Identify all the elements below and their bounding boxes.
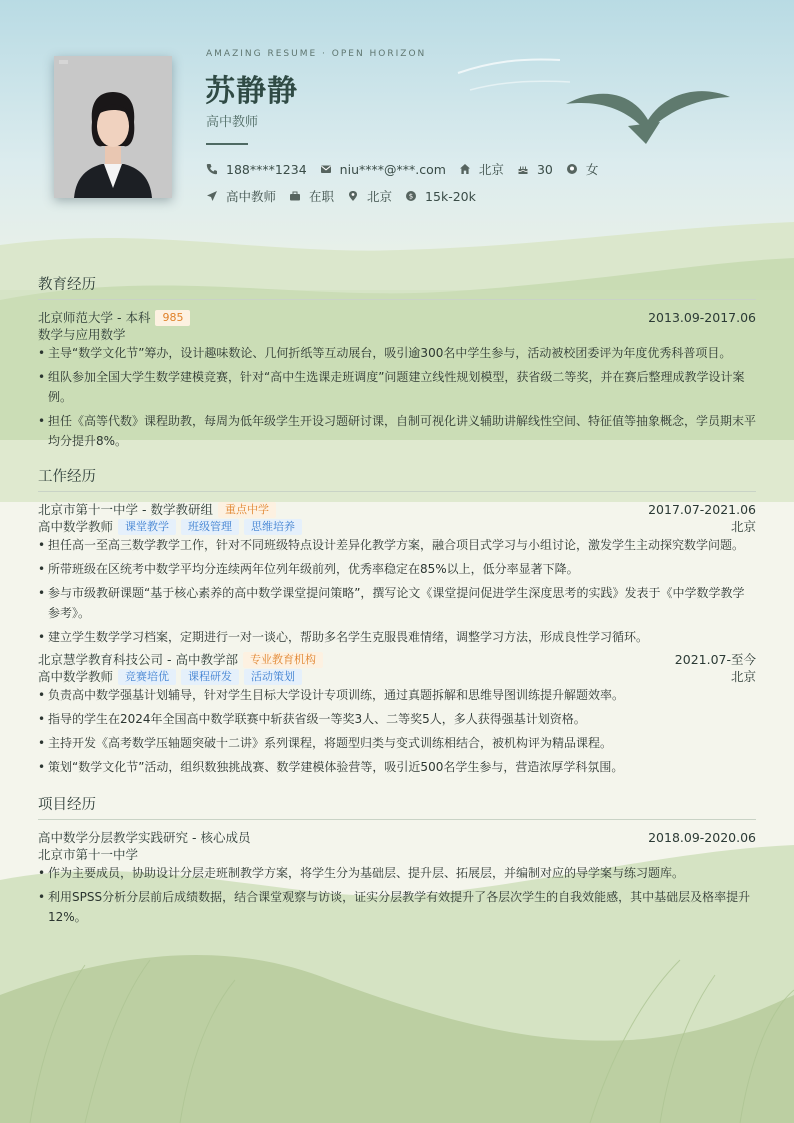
organization-name: 北京慧学教育科技公司 - 高中教学部: [38, 652, 238, 667]
skill-tag: 课堂教学: [118, 519, 176, 535]
list-item: • 作为主要成员，协助设计分层走班制教学方案，将学生分为基础层、提升层、拓展层，并编制对应的导学案与练习题库。: [38, 863, 756, 883]
list-item: • 担任高一至高三数学教学工作，针对不同班级特点设计差异化教学方案，融合项目式学习与小组讨论，激发学生主动探究数学问题。: [38, 535, 756, 555]
candidate-name: 苏静静: [205, 74, 298, 109]
list-item: • 负责高中数学强基计划辅导，针对学生目标大学设计专项训练，通过真题拆解和思维导图训练提升解题效率。: [38, 685, 756, 705]
job-entry-header: [38, 651, 756, 668]
job-role: 高中数学教师: [38, 669, 114, 684]
skill-tag: 思维培养: [244, 519, 302, 535]
job-date: 2017.07-2021.06: [648, 502, 756, 517]
education-date: 2013.09-2017.06: [648, 310, 756, 325]
project-name: 高中数学分层教学实践研究 - 核心成员: [38, 830, 251, 845]
job-city: 北京: [730, 519, 756, 534]
city-info: 北京: [459, 160, 504, 178]
profile-photo: [54, 56, 172, 198]
section-title: 教育经历: [38, 273, 756, 300]
section-title: 项目经历: [38, 793, 756, 820]
skill-tag: 课程研发: [181, 669, 239, 685]
project-section: [38, 793, 756, 931]
phone-info: 188****1234: [206, 162, 307, 177]
job-role: 高中数学教师: [38, 519, 114, 534]
job-role-row: [38, 518, 756, 535]
job-city: 北京: [730, 669, 756, 684]
job-bullets: [38, 685, 756, 777]
salary-icon: [405, 190, 417, 202]
age-info: 30: [517, 162, 553, 177]
list-item: • 参与市级教研课题“基于核心素养的高中数学课堂提问策略”，撰写论文《课堂提问促进学生深度思考的实践》发表于《中学数学教学参考》。: [38, 583, 756, 623]
phone-icon: [206, 163, 218, 175]
home-icon: [459, 163, 471, 175]
gender-info: 女: [566, 160, 599, 178]
intent-position-info: 高中教师: [206, 187, 276, 205]
project-date: 2018.09-2020.06: [648, 830, 756, 845]
gender-icon: [566, 163, 578, 175]
cake-icon: [517, 163, 529, 175]
education-bullets: [38, 343, 756, 451]
list-item: • 利用SPSS分析分层前后成绩数据，结合课堂观察与访谈，证实分层教学有效提升了各层次学生的自我效能感，其中基础层及格率提升12%。: [38, 887, 756, 927]
job-role-row: [38, 668, 756, 685]
skill-tag: 竞赛培优: [118, 669, 176, 685]
email-info: niu****@***.com: [320, 162, 446, 177]
skill-tag: 班级管理: [181, 519, 239, 535]
organization-tag: 重点中学: [218, 502, 276, 518]
school-name: 北京师范大学 - 本科: [38, 310, 151, 325]
job-date: 2021.07-至今: [674, 652, 756, 667]
list-item: • 主持开发《高考数学压轴题突破十二讲》系列课程，将题型归类与变式训练相结合，被机构评为精品课程。: [38, 733, 756, 753]
location-icon: [347, 190, 359, 202]
intent-city-info: 北京: [347, 187, 392, 205]
list-item: • 组队参加全国大学生数学建模竞赛，针对“高中生选课走班调度”问题建立线性规划模型，获省级二等奖，并在赛后整理成教学设计案例。: [38, 367, 756, 407]
major: 数学与应用数学: [38, 327, 126, 342]
education-entry-header: [38, 309, 756, 326]
work-section: [38, 465, 756, 781]
mail-icon: [320, 163, 332, 175]
list-item: • 策划“数学文化节”活动，组织数独挑战赛、数学建模体验营等，吸引近500名学生参与，营造浓厚学科氛围。: [38, 757, 756, 777]
brand-tagline: AMAZING RESUME · OPEN HORIZON: [206, 49, 427, 59]
header-divider: [206, 143, 248, 145]
employment-status-info: 在职: [289, 187, 334, 205]
contact-info-row: [206, 160, 611, 178]
organization-tag: 专业教育机构: [243, 652, 323, 668]
job-title: 高中教师: [206, 115, 259, 130]
job-intent-row: [206, 187, 489, 205]
skill-tag: 活动策划: [244, 669, 302, 685]
list-item: • 建立学生数学学习档案，定期进行一对一谈心，帮助多名学生克服畏难情绪，调整学习方法，形成良性学习循环。: [38, 627, 756, 647]
briefcase-icon: [289, 190, 301, 202]
project-bullets: [38, 863, 756, 927]
school-tag: 985: [155, 310, 190, 326]
svg-text:$: $: [408, 192, 414, 201]
job-entry-header: [38, 501, 756, 518]
job-bullets: [38, 535, 756, 647]
list-item: • 主导“数学文化节”筹办，设计趣味数论、几何折纸等互动展台，吸引逾300名中学生参与，活动被校团委评为年度优秀科普项目。: [38, 343, 756, 363]
project-entry-header: [38, 829, 756, 846]
education-section: [38, 273, 756, 455]
send-icon: [206, 190, 218, 202]
list-item: • 担任《高等代数》课程助教，每周为低年级学生开设习题研讨课，自制可视化讲义辅助讲解线性空间、特征值等抽象概念，学员期末平均分提升8%。: [38, 411, 756, 451]
salary-info: $ 15k-20k: [405, 189, 476, 204]
section-title: 工作经历: [38, 465, 756, 492]
project-organization: 北京市第十一中学: [38, 847, 139, 862]
organization-name: 北京市第十一中学 - 数学教研组: [38, 502, 213, 517]
list-item: • 所带班级在区统考中数学平均分连续两年位列年级前列，优秀率稳定在85%以上，低分率显著下降。: [38, 559, 756, 579]
list-item: • 指导的学生在2024年全国高中数学联赛中斩获省级一等奖3人、二等奖5人，多人获得强基计划资格。: [38, 709, 756, 729]
